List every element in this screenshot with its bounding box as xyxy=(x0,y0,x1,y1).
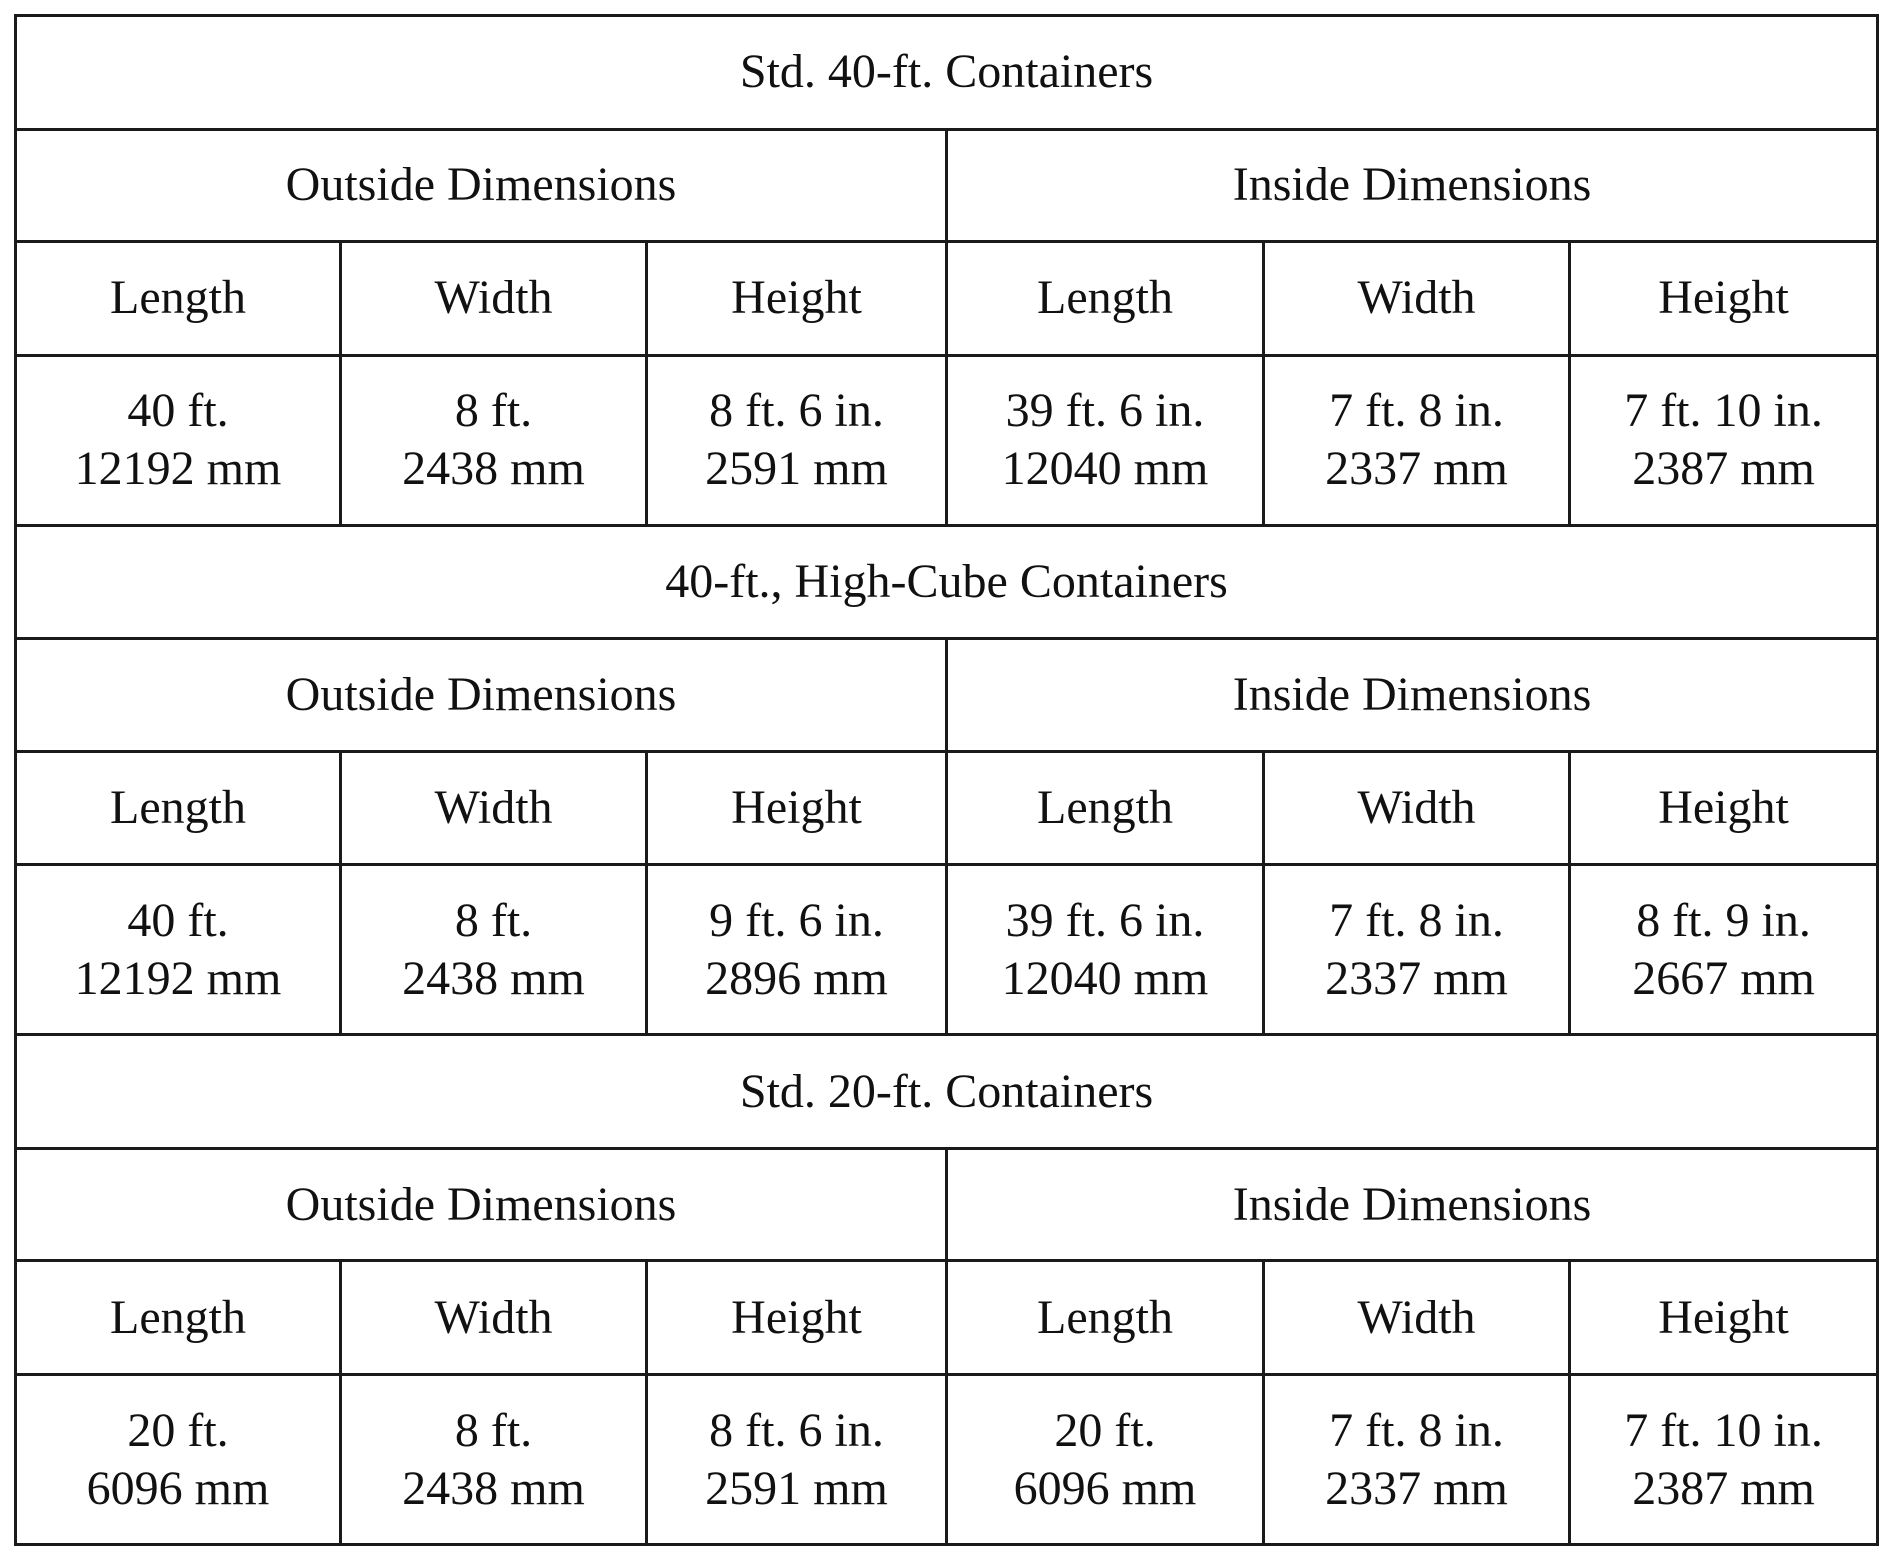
inside-dimensions-header: Inside Dimensions xyxy=(947,639,1878,752)
metric-value: 12192 mm xyxy=(74,951,282,1005)
column-label-row xyxy=(16,1261,1878,1375)
dimension-value-cell xyxy=(1264,355,1570,525)
imperial-value: 8 ft. 6 in. xyxy=(709,384,884,438)
metric-value: 2337 mm xyxy=(1325,442,1508,496)
group-header-row xyxy=(16,639,1878,752)
metric-value: 12040 mm xyxy=(1001,951,1209,1005)
column-label: Height xyxy=(1570,242,1878,356)
column-label-row xyxy=(16,242,1878,356)
imperial-value: 9 ft. 6 in. xyxy=(709,893,884,947)
column-label: Length xyxy=(947,751,1264,865)
column-label: Width xyxy=(341,1261,647,1375)
column-label: Width xyxy=(1264,242,1570,356)
dimension-value-cell xyxy=(16,865,341,1035)
imperial-value: 7 ft. 8 in. xyxy=(1329,893,1504,947)
column-label: Width xyxy=(341,242,647,356)
section-title: Std. 40-ft. Containers xyxy=(16,16,1878,130)
dimension-value-cell xyxy=(1570,865,1878,1035)
metric-value: 2337 mm xyxy=(1325,951,1508,1005)
imperial-value: 8 ft. xyxy=(454,1403,533,1457)
imperial-value: 7 ft. 10 in. xyxy=(1624,1403,1823,1457)
metric-value: 2337 mm xyxy=(1325,1461,1508,1515)
dimension-value-cell xyxy=(16,1375,341,1545)
metric-value: 6096 mm xyxy=(86,1461,270,1515)
imperial-value: 7 ft. 10 in. xyxy=(1624,384,1823,438)
metric-value: 12192 mm xyxy=(74,442,282,496)
column-label: Height xyxy=(1570,1261,1878,1375)
dimension-value-cell xyxy=(647,1375,947,1545)
section-title-row xyxy=(16,525,1878,639)
metric-value: 2591 mm xyxy=(705,1461,888,1515)
container-dimensions-table xyxy=(14,14,1879,1546)
metric-value: 2896 mm xyxy=(705,951,888,1005)
column-label: Length xyxy=(16,1261,341,1375)
outside-dimensions-header: Outside Dimensions xyxy=(16,129,947,242)
column-label: Length xyxy=(947,242,1264,356)
inside-dimensions-header: Inside Dimensions xyxy=(947,1148,1878,1261)
column-label: Width xyxy=(341,751,647,865)
metric-value: 2438 mm xyxy=(402,1461,585,1515)
outside-dimensions-header: Outside Dimensions xyxy=(16,1148,947,1261)
section-title: 40-ft., High-Cube Containers xyxy=(16,525,1878,639)
dimension-value-cell xyxy=(1570,1375,1878,1545)
column-label: Length xyxy=(16,242,341,356)
column-label: Height xyxy=(647,751,947,865)
metric-value: 2438 mm xyxy=(402,442,585,496)
imperial-value: 39 ft. 6 in. xyxy=(1005,384,1205,438)
column-label: Width xyxy=(1264,751,1570,865)
group-header-row xyxy=(16,129,1878,242)
dimension-value-cell xyxy=(341,1375,647,1545)
column-label: Height xyxy=(1570,751,1878,865)
section-title: Std. 20-ft. Containers xyxy=(16,1035,1878,1149)
metric-value: 2387 mm xyxy=(1632,1461,1815,1515)
imperial-value: 7 ft. 8 in. xyxy=(1329,1403,1504,1457)
group-header-row xyxy=(16,1148,1878,1261)
dimension-values-row xyxy=(16,1375,1878,1545)
inside-dimensions-header: Inside Dimensions xyxy=(947,129,1878,242)
imperial-value: 8 ft. 6 in. xyxy=(709,1403,884,1457)
metric-value: 2667 mm xyxy=(1632,951,1815,1005)
column-label: Width xyxy=(1264,1261,1570,1375)
imperial-value: 7 ft. 8 in. xyxy=(1329,384,1504,438)
dimension-values-row xyxy=(16,865,1878,1035)
imperial-value: 8 ft. xyxy=(454,893,533,947)
imperial-value: 8 ft. xyxy=(454,384,533,438)
column-label-row xyxy=(16,751,1878,865)
dimension-value-cell xyxy=(947,865,1264,1035)
dimension-value-cell xyxy=(947,355,1264,525)
dimension-value-cell xyxy=(1264,865,1570,1035)
metric-value: 2387 mm xyxy=(1632,442,1815,496)
outside-dimensions-header: Outside Dimensions xyxy=(16,639,947,752)
dimension-value-cell xyxy=(1264,1375,1570,1545)
column-label: Height xyxy=(647,1261,947,1375)
dimension-value-cell xyxy=(647,865,947,1035)
imperial-value: 40 ft. xyxy=(127,893,229,947)
metric-value: 2438 mm xyxy=(402,951,585,1005)
imperial-value: 8 ft. 9 in. xyxy=(1636,893,1811,947)
dimension-value-cell xyxy=(16,355,341,525)
metric-value: 12040 mm xyxy=(1001,442,1209,496)
section-title-row xyxy=(16,1035,1878,1149)
imperial-value: 39 ft. 6 in. xyxy=(1005,893,1205,947)
dimension-value-cell xyxy=(1570,355,1878,525)
imperial-value: 20 ft. xyxy=(127,1403,229,1457)
dimension-value-cell xyxy=(341,865,647,1035)
metric-value: 2591 mm xyxy=(705,442,888,496)
dimension-value-cell xyxy=(341,355,647,525)
dimension-value-cell xyxy=(947,1375,1264,1545)
section-title-row xyxy=(16,16,1878,130)
imperial-value: 20 ft. xyxy=(1054,1403,1156,1457)
dimension-value-cell xyxy=(647,355,947,525)
dimension-values-row xyxy=(16,355,1878,525)
imperial-value: 40 ft. xyxy=(127,384,229,438)
column-label: Length xyxy=(947,1261,1264,1375)
metric-value: 6096 mm xyxy=(1013,1461,1197,1515)
column-label: Height xyxy=(647,242,947,356)
column-label: Length xyxy=(16,751,341,865)
